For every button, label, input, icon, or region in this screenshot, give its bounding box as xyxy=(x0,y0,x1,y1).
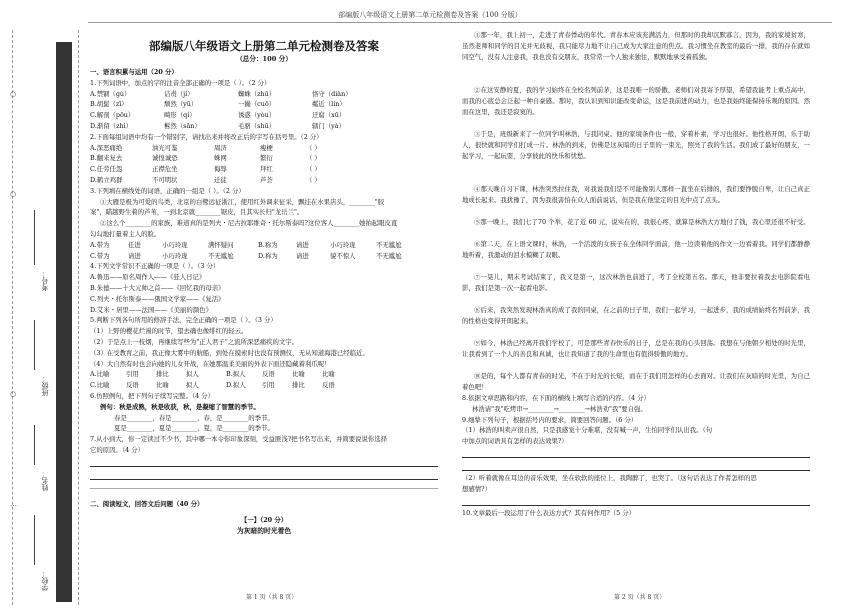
option: 请进 xyxy=(128,251,141,260)
option: 芦荟 xyxy=(260,175,273,184)
answer-blank[interactable]: （ ） xyxy=(306,154,321,163)
option-row xyxy=(90,164,438,175)
option-row xyxy=(90,153,438,164)
option: 恪守（diàn） xyxy=(312,89,352,98)
answer-blank[interactable]: （ ） xyxy=(306,165,321,174)
passage-paragraph: ①那一年，我上初一，走进了青春悸动的年代。青春本应该充满活力，但那时的我却沉默寡言，因为，我的家境贫寒，虽然老师和同学的目光并无歧视，我只能尽力地不让自己成为大家注意的焦点。我习惯坐在教室的最后一排，我的存在就如同空气，没有人注意我，我也没有交朋友，我常常一个人独来独往，默默地承受着孤独。 xyxy=(462,31,810,61)
option: 引用 xyxy=(262,381,275,390)
seal-mark: ○ xyxy=(10,190,17,198)
class-line xyxy=(34,320,35,370)
question-1: 1.下列词语中，加点的字的注音全部正确的一项是（ ）。（2 分） xyxy=(90,78,271,87)
option: 排比 xyxy=(156,370,169,379)
option: 髫然（sǎn） xyxy=(164,121,201,130)
answer-line[interactable] xyxy=(90,456,438,467)
section-divider xyxy=(90,488,438,489)
option: A.深恶痛绝 xyxy=(90,143,123,152)
passage-title: 为灰暗的时光着色 xyxy=(236,527,292,536)
question-5-item: （1）上野的樱花烂漫的时节，望去确也像绯红的轻云。 xyxy=(90,327,248,336)
option-row xyxy=(90,240,438,251)
question-6-example: 例句：秋是成熟，秋是收获，秋，是凝缩了智慧的季节。 xyxy=(100,402,260,411)
answer-line[interactable] xyxy=(462,447,810,458)
option: C.比喻 xyxy=(90,381,110,390)
option: 诚惶诚恐 xyxy=(152,154,178,163)
option: 畸形（qí） xyxy=(164,111,196,120)
question-9-1: （1）林浩的叫卖声很自然，只是我感觉十分难堪，没有喊一声，生怕同学们认出我。（句 xyxy=(462,426,713,435)
passage-paragraph: ⑤那一晚上，我们七了70 个举，花了近 60 元，说实在的，我很心疼，就算是林浩大方地付了钱，我心里还很不好受。 xyxy=(474,218,810,226)
answer-blank[interactable]: （ ） xyxy=(306,175,321,184)
exam-number-line xyxy=(34,210,35,265)
question-2-options xyxy=(90,143,438,186)
question-5-item: （4）大自然有时也会向她的儿女开战，在她那温柔美丽的外表下面还隐藏着利爪呢！ xyxy=(90,359,331,368)
option: A.鲁迅——原名周作人——《狂人日记》 xyxy=(90,273,206,282)
option: 貌不惊人 xyxy=(330,251,356,260)
question-3-text: 勾勾地打量着主人的脸。 xyxy=(90,229,161,238)
option: B.称为 xyxy=(258,240,278,249)
option: 任进 xyxy=(128,240,141,249)
header-rule xyxy=(88,22,832,23)
option: A.带为 xyxy=(90,240,110,249)
section-2-heading: 二、阅读短文，回答文后问题（40 分） xyxy=(90,499,204,508)
option: 粼近（lín） xyxy=(312,100,346,109)
option: 颓然（yū） xyxy=(164,100,198,109)
option-row xyxy=(90,251,438,262)
option: B.翻来复去 xyxy=(90,154,123,163)
question-6-line[interactable]: 春是________，春是________，春，是________的季节。 xyxy=(114,413,274,422)
option: C.任劳任怨 xyxy=(90,165,123,174)
option-row xyxy=(90,143,438,154)
option: 反语 xyxy=(322,381,335,390)
question-3: 3.下列填在横线处的词语，正确的一组是（ ）。（2 分） xyxy=(90,186,245,195)
question-5: 5.判断下列各句所用的修辞手法，完全正确的一项是（ ）。（3 分） xyxy=(90,316,277,325)
option: 诘责（jí） xyxy=(164,89,194,98)
passage-paragraph: ⑦一晃儿，期末考试结束了，我又是第一，这次林浩也前进了，考了全校第五名。那天，他非要拉着我去电影院看电影，我们是第一次一起看电影。 xyxy=(462,273,810,292)
question-7-cont: 它的原因。（4 分） xyxy=(90,445,145,454)
answer-blank[interactable]: （ ） xyxy=(306,143,321,152)
question-1-options xyxy=(90,89,438,132)
option: 不无尴尬 xyxy=(376,251,402,260)
option: 排比 xyxy=(292,381,305,390)
option: D.称为 xyxy=(258,251,278,260)
binding-dashed-line xyxy=(12,30,13,605)
option: 不可明状 xyxy=(152,175,178,184)
option: 请进 xyxy=(296,251,309,260)
passage-paragraph: ③于是，班级新来了一位同学叫林浩，与我同桌。他的家境条件也一般，穿着朴素，学习也很好。他性格开朗，乐于助人，很快就和同学们打成一片。林浩的到来，仿佛是这灰暗的日子里的一束光，照亮了我的生活。我们成了最好的朋友，一起学习，一起玩耍，分享彼此的快乐和忧愁。 xyxy=(462,130,810,160)
total-score: （总分：100 分） xyxy=(236,55,292,63)
option: 拜红 xyxy=(260,165,273,174)
passage-paragraph: ②在这安静的夏，我的学习始终在全校名列前茅，这是我唯一的骄傲，老师们对我寄予厚望，希望我能考上重点高中，而我的心底总会泛起一种自豪感。那时，我认识到知识能改变命运，这是我前进的动力，也是我始终能保持乐观的原因。然而在这里，我还是寂寞的。 xyxy=(462,86,810,116)
option: 反语 xyxy=(262,370,275,379)
option: 周济 xyxy=(214,143,227,152)
option: D.鹤立鸡群 xyxy=(90,175,123,184)
class-label: 班级： xyxy=(41,375,49,396)
option-row xyxy=(90,121,438,132)
question-6-line[interactable]: 夏是________，夏是________，夏，是________的季节。 xyxy=(114,424,274,433)
left-column xyxy=(90,30,438,537)
option: 诱惑（yòu） xyxy=(238,111,276,120)
question-3-text: ①大雁是极为可爱的鸟类，北京的白鹭远征浙江，使用红外调来征采，飘挂在水果店头，________"胶 xyxy=(100,197,385,206)
question-3-text: ②这么个________的家族，难道真的是列夫・尼古拉耶维奇・托尔斯泰吗?这位客人________她拍起眼皮直 xyxy=(100,219,398,228)
question-8: 8.依据文章思路和内容，在下面的横线上填写合适的内容。（4 分） xyxy=(462,394,650,402)
question-8-line[interactable]: 林浩请"我"吃烤串→________→________→林浩劝"我"要自强。 xyxy=(472,404,647,413)
section-1-heading: 一、语言积累与运用（20 分） xyxy=(90,68,178,76)
option: 迂腐（xū） xyxy=(312,111,346,120)
seal-mark: … xyxy=(10,500,17,508)
option: 一撮（cuō） xyxy=(238,100,276,109)
passage-paragraph: ⑨如今，林浩已经离开我们学校了，可是那些青春快乐的日子，总是在我的心头回荡。我想在与他朝夕相处的时光里，让我看到了一个人的善良和真诚，也让我知道了我的生命里也有值得骄傲的地方。 xyxy=(462,339,810,358)
answer-line[interactable] xyxy=(462,495,810,506)
passage-paragraph: ④那天晚自习下课，林浩突然拉住我，对我说我们是不可能像别人那样一直坐在后排的，我们要挣脱自卑，让自己真正地成长起来。我犹豫了，因为我很害怕在众人面前说话，但是我在他坚定的目光中点了点头。 xyxy=(462,185,810,204)
option: 反语 xyxy=(126,381,139,390)
seal-mark: ○ xyxy=(10,90,17,98)
school-line xyxy=(34,515,35,565)
option: 毛骆（shū） xyxy=(238,121,276,130)
option-row xyxy=(90,175,438,186)
option: 比喻 xyxy=(156,381,169,390)
question-3-text: 案"，瞄越野生着的芦苇，一到北京就________锯皮，且其实长归"龙岳兰"。 xyxy=(90,208,304,217)
name-label: 姓名： xyxy=(41,470,49,491)
question-10: 10.文章最后一段运用了什么表达方式？其有何作用?（5 分） xyxy=(462,508,636,517)
option: 请进 xyxy=(296,240,309,249)
option: C.列夫・托尔斯泰——俄国文学家——《复活》 xyxy=(90,294,225,303)
option: A.禁锢（gù） xyxy=(90,89,131,98)
answer-line[interactable] xyxy=(462,460,810,471)
option: A.比喻 xyxy=(90,370,110,379)
binding-dashed-line-inner xyxy=(78,30,79,605)
page-header: 部编版八年级语文上册第二单元检测卷及答案（100 分版） xyxy=(338,11,522,19)
option: 辖门（yà） xyxy=(312,121,345,130)
option-row xyxy=(90,89,438,100)
option: 满怀疑问 xyxy=(208,240,234,249)
question-2: 2.下面每组词语中均有一个错别字，请找出来并将改正后的字写在括号里。（2 分） xyxy=(90,132,323,141)
option-row xyxy=(90,380,438,391)
question-4: 4.下列文学常识不正确的一项是（ ）。（3 分） xyxy=(90,262,220,271)
option: 小巧玲珑 xyxy=(162,240,188,249)
option: D.艾米・居里——法国——《美丽的颜色》 xyxy=(90,305,212,314)
option: 油光可鉴 xyxy=(152,143,178,152)
exam-number-label: 考号： xyxy=(41,270,49,291)
passage-paragraph: ⑥第二天，在上语文课时，林浩，一个活泼的女孩子在全体同学面前，他一边读着他的作文一边看着我。同学们都静静地听着，我激动的泪水模糊了双眼。 xyxy=(462,240,810,259)
option: C.解剖（pōu） xyxy=(90,111,135,120)
option: 比喻 xyxy=(292,370,305,379)
question-5-item: （3）在受教育之前，我正像大雾中的航船，到处在摸索时也没有预测仪，无从知道海港已经临近。 xyxy=(90,348,369,357)
exam-title: 部编版八年级语文上册第二单元检测卷及答案 xyxy=(149,39,379,53)
passage-paragraph: ⑩是的，每个人都有青春的时光，不在于时光的长短，而在于我们用怎样的心去面对。让我们在灰暗的时光里，为自己着色吧！ xyxy=(462,372,810,391)
question-9-2-cont: 想感情?） xyxy=(462,484,491,493)
right-column xyxy=(462,30,810,518)
option: 迁徒 xyxy=(214,175,227,184)
option: 比喻 xyxy=(322,370,335,379)
option: 拟人 xyxy=(186,370,199,379)
page-footer-left: 第 1 页（共 8 页） xyxy=(246,594,298,601)
question-9: 9.细挚下列句子，根据括号内的要求，简要回答问题。（6 分） xyxy=(462,415,638,424)
passage-paragraph: ⑧后来，我突然发现林浩真的成了我的同桌，在之前的日子里，我们一起学习，一起进步，我的成绩始终名列前茅，我的性格也变得开朗起来。 xyxy=(462,306,810,325)
option: 不无尴尬 xyxy=(376,240,402,249)
option: 小巧玲珑 xyxy=(162,251,188,260)
option: B.拟人 xyxy=(226,370,246,379)
option: B.胡髭（zī） xyxy=(90,100,128,109)
option: C.带为 xyxy=(90,251,110,260)
option: 拟人 xyxy=(186,381,199,390)
option: 引用 xyxy=(126,370,139,379)
name-line xyxy=(34,425,35,465)
option-row xyxy=(90,99,438,110)
option: 不无尴尬 xyxy=(208,251,234,260)
page-footer-right: 第 2 页（共 8 页） xyxy=(614,594,666,601)
option: 蜘蛛（zhū） xyxy=(238,89,276,98)
option: 小巧玲珑 xyxy=(330,240,356,249)
question-9-1-cont: 中加点的词语具有怎样的表达效果?） xyxy=(462,437,568,446)
question-6: 6.仿照例句，把下列句子续写完整。（4 分） xyxy=(90,391,215,400)
binding-margin xyxy=(0,30,80,605)
part-1-heading: 【一】（20 分） xyxy=(240,516,288,525)
option: 侮辱 xyxy=(214,165,227,174)
option: 繁衍 xyxy=(260,154,273,163)
binding-strip xyxy=(56,42,72,602)
option-row xyxy=(90,110,438,121)
option: 正襟危坐 xyxy=(152,165,178,174)
school-label: 学校： xyxy=(41,570,49,591)
answer-line[interactable] xyxy=(90,469,438,480)
option: D.渐留（zhì） xyxy=(90,121,133,130)
option: B.朱德——十大元帅之首——《回忆我的母亲》 xyxy=(90,283,225,292)
option-row xyxy=(90,369,438,380)
option: 瘦梗 xyxy=(260,143,273,152)
question-9-2: （2）听着就像在耳边的音乐效果，坐在软软的座位上，我陶醉了，也哭了。（这句话表达了作者怎样的思 xyxy=(462,473,757,482)
question-5-item: （2）于是点上一枝烟，再继续写些为"正人君子"之流所深恶痛疾的文字。 xyxy=(90,337,299,346)
option: 蛛网 xyxy=(214,154,227,163)
option: D.拟人 xyxy=(226,381,246,390)
seal-mark: ○ xyxy=(10,390,17,398)
question-7: 7.从小到大，你一定读过不少书，其中哪一本令你印象深刻，受益匪浅?把书名写出来，并简要说说你选择 xyxy=(90,435,388,444)
